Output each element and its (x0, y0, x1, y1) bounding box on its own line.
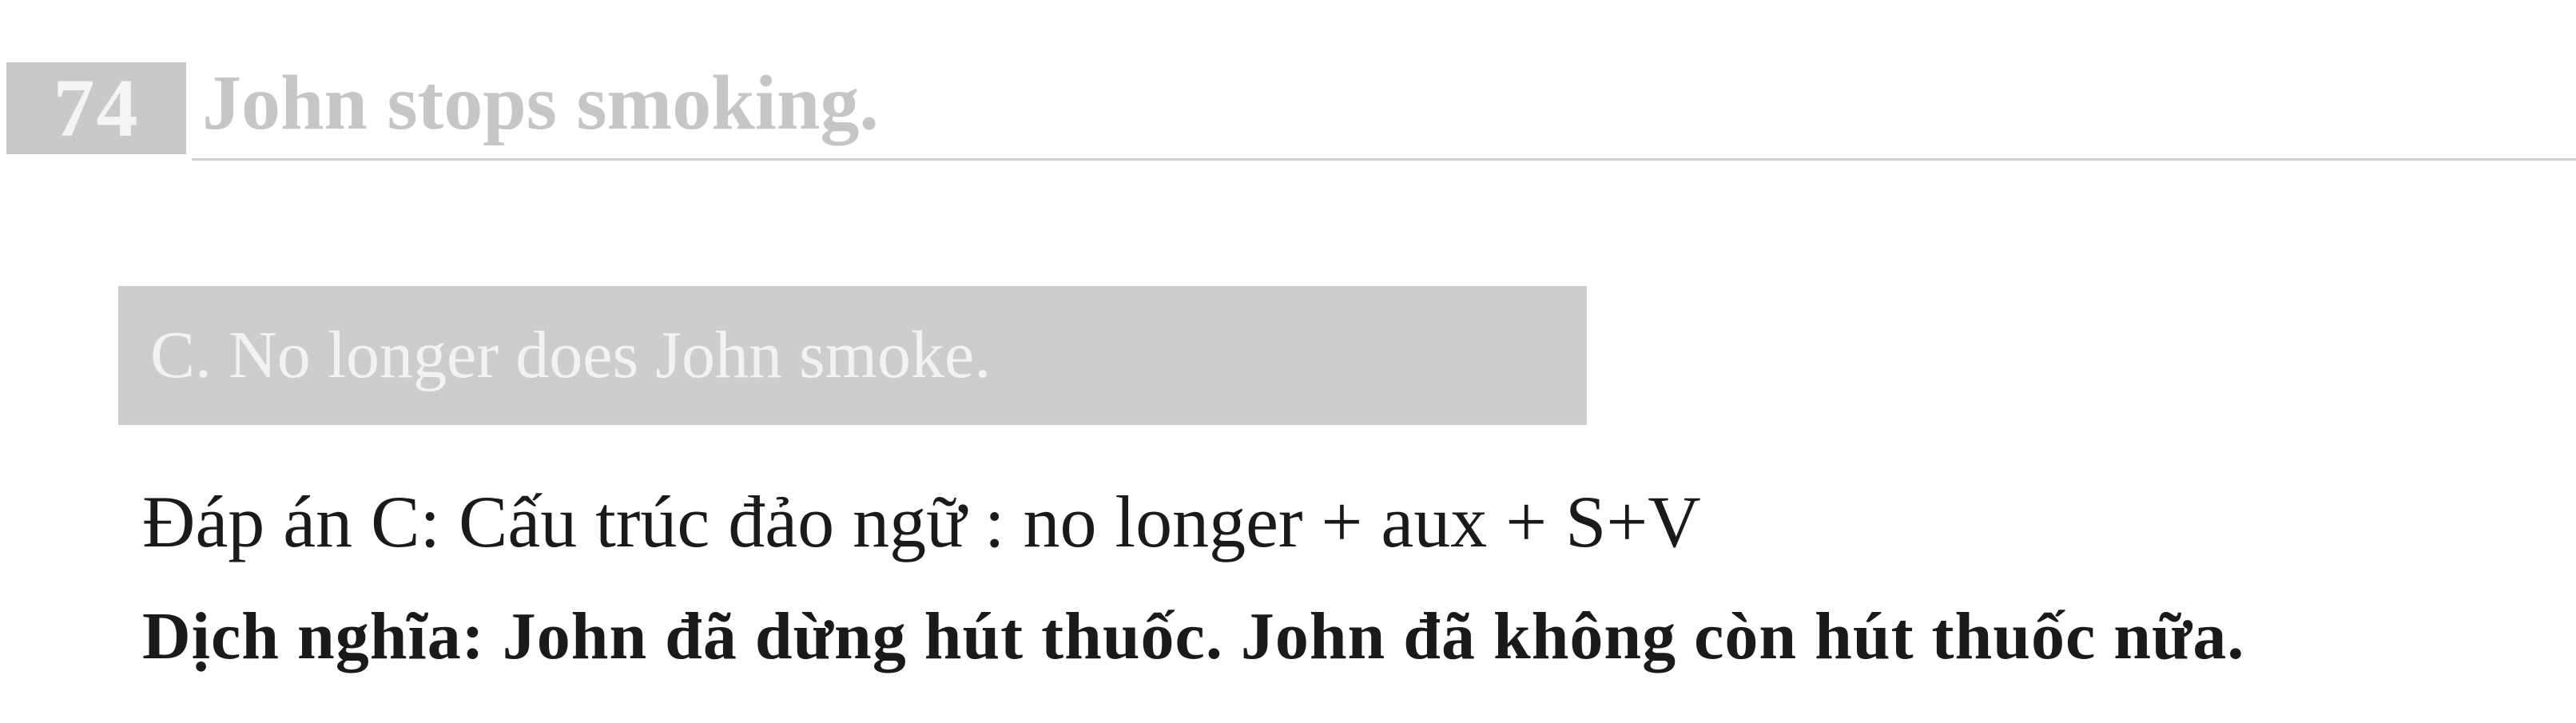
question-text: John stops smoking. (202, 60, 879, 146)
question-number: 74 (6, 62, 186, 154)
answer-highlight (118, 286, 1587, 425)
answer-explanation: Đáp án C: Cấu trúc đảo ngữ : no longer + aux + S+V (142, 481, 1701, 562)
question-divider (192, 158, 2576, 161)
translation-text: Dịch nghĩa: John đã dừng hút thuốc. John đã không còn hút thuốc nữa. (142, 599, 2245, 673)
question-header (0, 56, 2576, 160)
answer-text: C. No longer does John smoke. (150, 318, 992, 392)
